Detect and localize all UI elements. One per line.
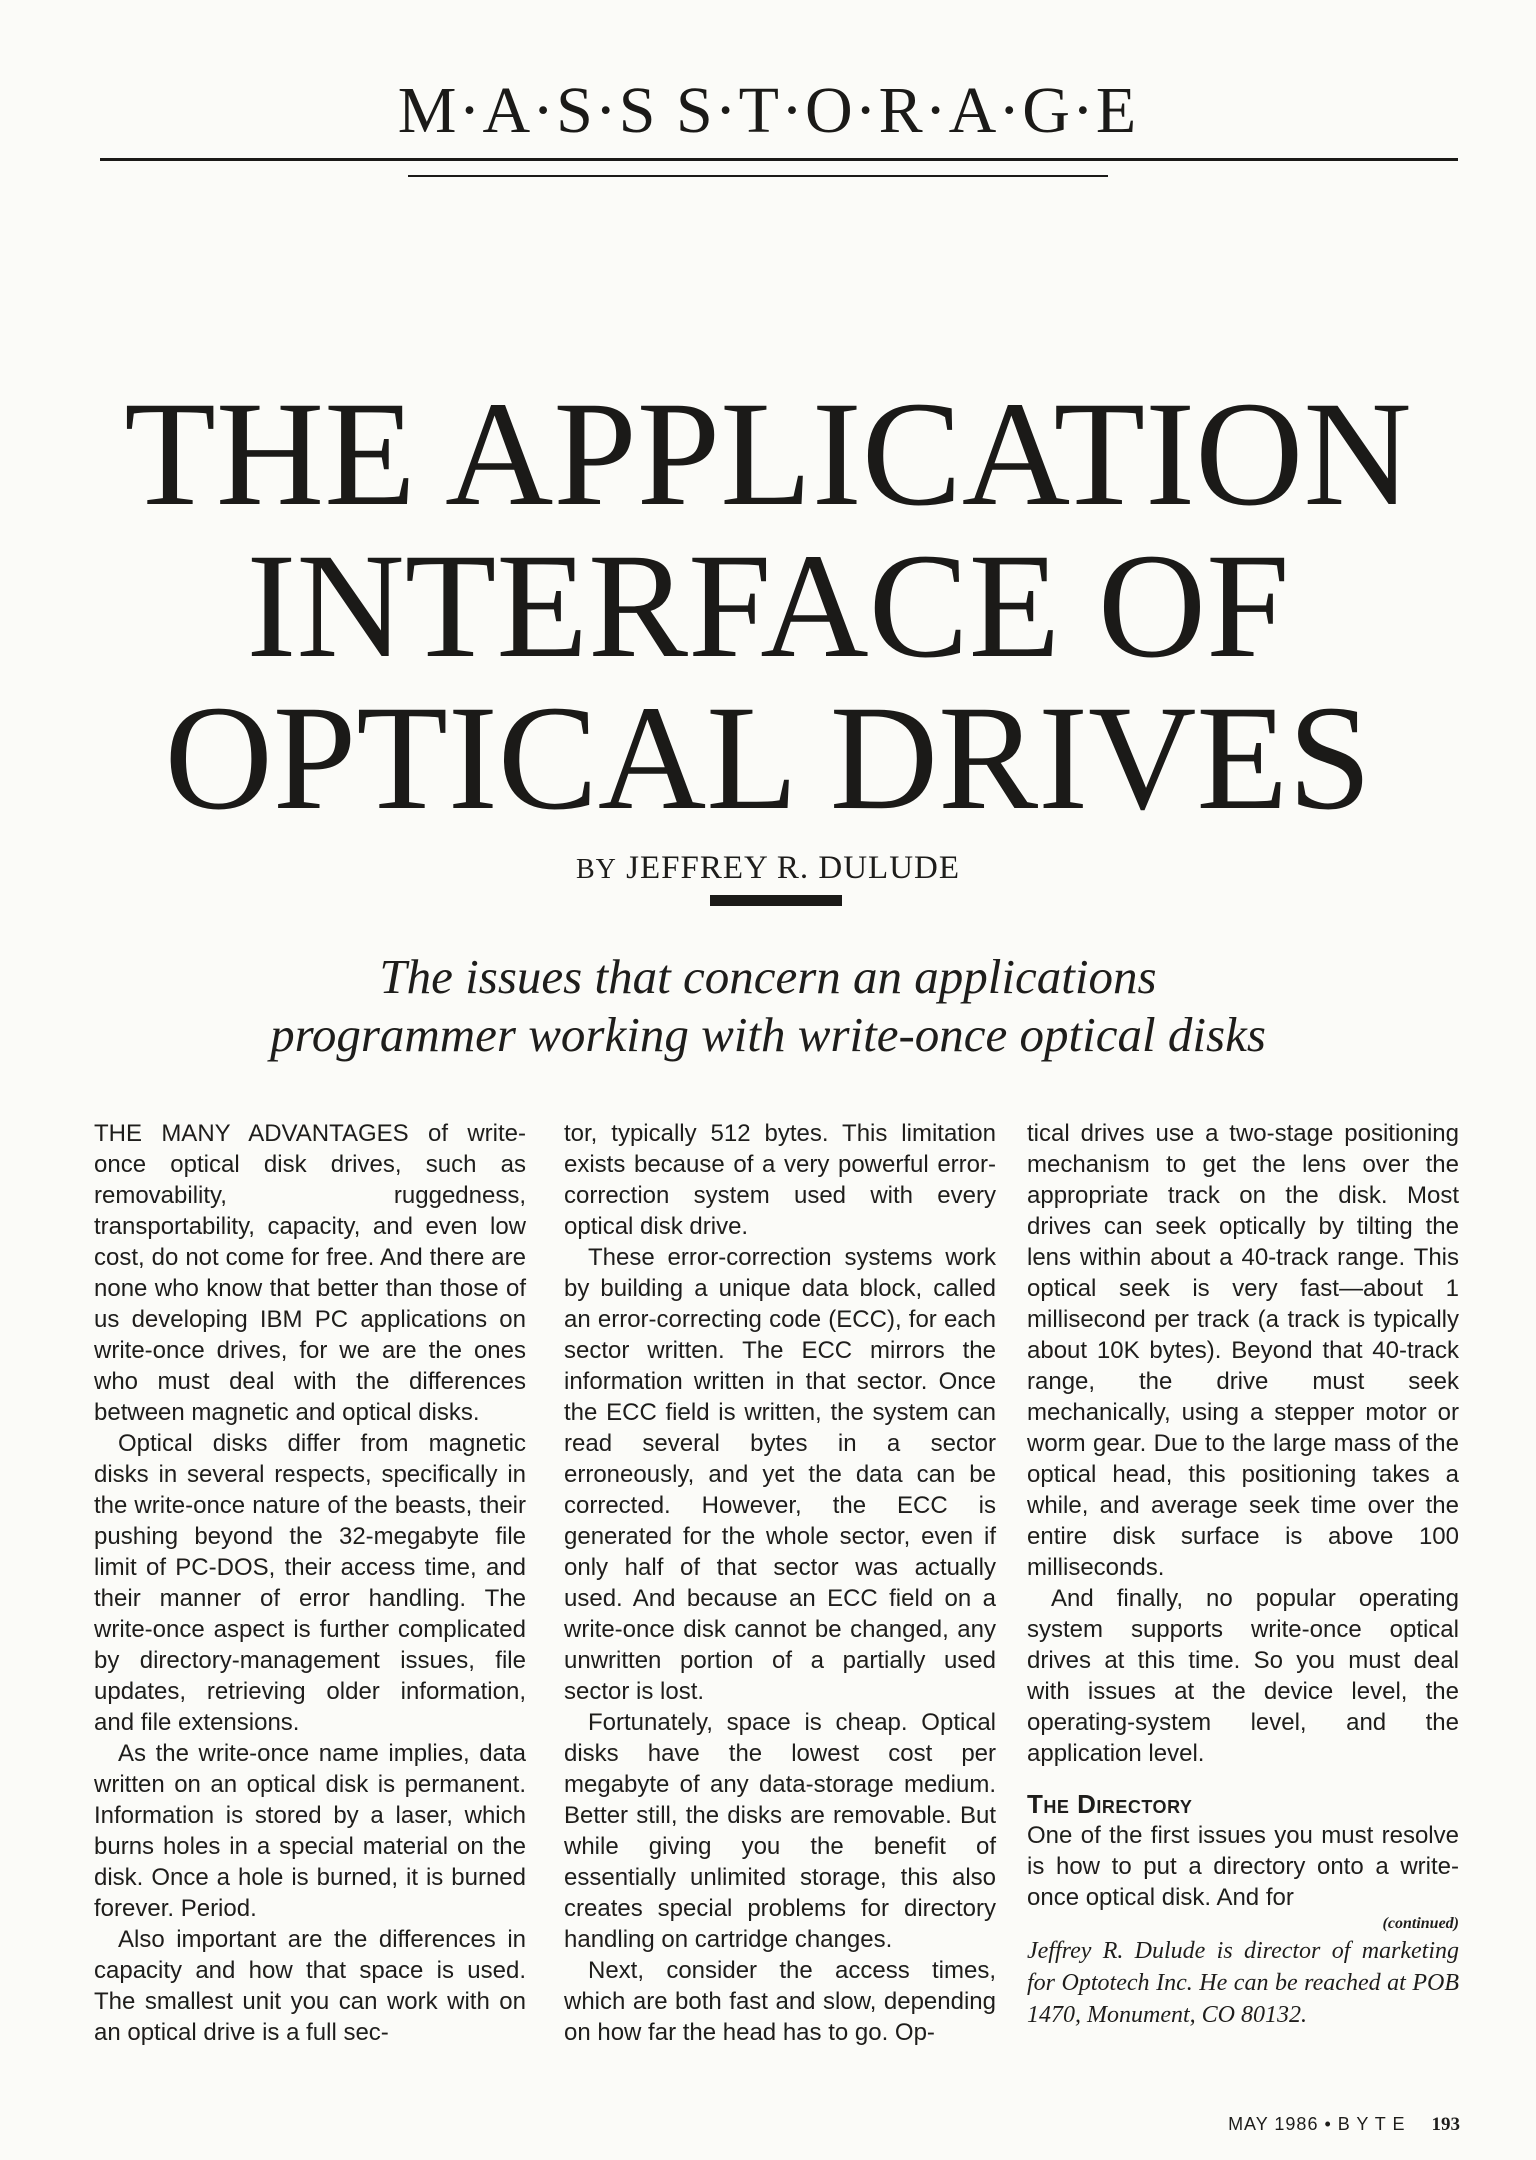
section-subhead: The Directory bbox=[1027, 1789, 1193, 1819]
paragraph: Also important are the differences in capacity and how that space is used. The smallest unit you can work with on an optical drive is a full sec- bbox=[94, 1926, 526, 2046]
title-line: THE APPLICATION bbox=[124, 371, 1412, 537]
body-column-1 bbox=[94, 1118, 526, 2048]
body-column-3 bbox=[1027, 1118, 1459, 2031]
paragraph: tor, typically 512 bytes. This limitation exists because of a very powerful error-correction system used with every optical disk drive. bbox=[564, 1120, 996, 1240]
issue-label: MAY 1986 • B Y T E bbox=[1228, 2114, 1406, 2134]
paragraph: Next, consider the access times, which are both fast and slow, depending on how far the head has to go. Op- bbox=[564, 1957, 996, 2046]
byline-divider bbox=[710, 895, 842, 906]
paragraph: As the write-once name implies, data written on an optical disk is permanent. Information is stored by a laser, which burns holes in a special material on the disk. Once a hole is burned, it is burned forever. Period. bbox=[94, 1740, 526, 1922]
paragraph: These error-correction systems work by building a unique data block, called an error-correcting code (ECC), for each sector written. The ECC mirrors the information written in that sector. Once the ECC field is written, the system can read several bytes in a sector erroneously, and yet the data can be corrected. However, the ECC is generated for the whole sector, even if only half of that sector was actually used. And because an ECC field on a write-once disk cannot be changed, any unwritten portion of a partially used sector is lost. bbox=[564, 1244, 996, 1705]
page-number: 193 bbox=[1431, 2114, 1460, 2135]
page-footer bbox=[1000, 2114, 1460, 2136]
continued-note: (continued) bbox=[1382, 1915, 1459, 1932]
section-title: M·A·S·S S·T·O·R·A·G·E bbox=[397, 74, 1139, 147]
body-column-2 bbox=[564, 1118, 996, 2048]
author-name: JEFFREY R. DULUDE bbox=[626, 850, 961, 886]
article-deck bbox=[120, 948, 1416, 1064]
title-line: OPTICAL DRIVES bbox=[164, 675, 1372, 841]
paragraph: Fortunately, space is cheap. Optical disks have the lowest cost per megabyte of any data-storage medium. Better still, the disks are removable. But while giving you the benefit of essentially unlimited storage, this also creates special problems for directory handling on cartridge changes. bbox=[564, 1709, 996, 1953]
paragraph: Optical disks differ from magnetic disks in several respects, specifically in the write-once nature of the beasts, their pushing beyond the 32-megabyte file limit of PC-DOS, their access time, and their manner of error handling. The write-once aspect is further complicated by directory-management issues, file updates, retrieving older information, and file extensions. bbox=[94, 1430, 526, 1736]
paragraph: tical drives use a two-stage positioning mechanism to get the lens over the appropriate track on the disk. Most drives can seek optically by tilting the lens within about a 40-track range. This optical seek is very fast—about 1 millisecond per track (a track is typically about 10K bytes). Beyond that 40-track range, the drive must seek mechanically, using a stepper motor or worm gear. Due to the large mass of the optical head, this positioning takes a while, and average seek time over the entire disk surface is above 100 milliseconds. bbox=[1027, 1120, 1459, 1581]
paragraph: THE MANY ADVANTAGES of write-once optical disk drives, such as removability, ruggedness, transportability, capacity, and even low cost, do not come for free. And there are none who know that better than those of us developing IBM PC applications on write-once drives, for we are the ones who must deal with the differences between magnetic and optical disks. bbox=[94, 1120, 526, 1426]
paragraph: And finally, no popular operating system supports write-once optical drives at this time. So you must deal with issues at the device level, the operating-system level, and the application level. bbox=[1027, 1585, 1459, 1767]
paragraph: One of the first issues you must resolve is how to put a directory onto a write-once optical disk. And for bbox=[1027, 1822, 1459, 1911]
header-subrule bbox=[408, 175, 1108, 177]
byline bbox=[0, 850, 1536, 887]
author-bio: Jeffrey R. Dulude is director of marketing for Optotech Inc. He can be reached at POB 1470, Monument, CO 80132. bbox=[1027, 1938, 1459, 2028]
title-line: INTERFACE OF bbox=[246, 523, 1290, 689]
header-rule bbox=[100, 158, 1458, 161]
deck-line: The issues that concern an applications bbox=[379, 949, 1157, 1004]
byline-prefix: BY bbox=[575, 854, 617, 885]
deck-line: programmer working with write-once optical disks bbox=[270, 1007, 1266, 1062]
article-title bbox=[60, 371, 1476, 841]
